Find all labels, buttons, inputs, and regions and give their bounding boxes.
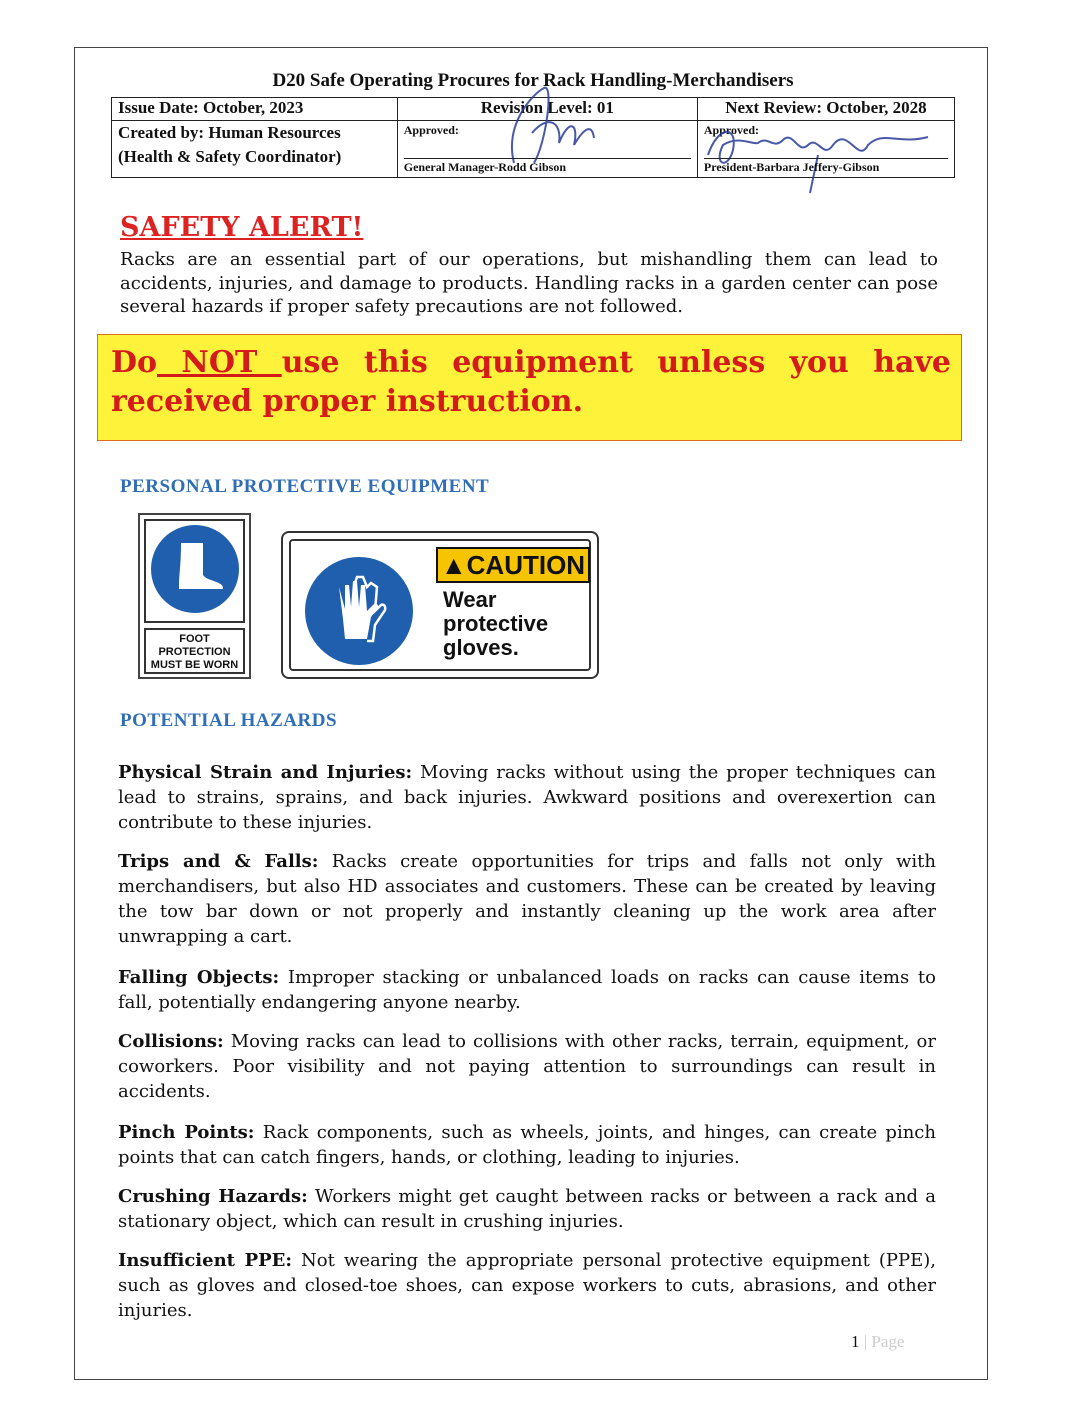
hazard-title: Collisions: [118,1031,224,1052]
hazard-text: Moving racks can lead to collisions with other racks, terrain, equipment, or coworkers. Poor visibility and not paying attention to surroundings can result in accidents. [118,1031,936,1102]
issue-date: Issue Date: October, 2023 [112,98,398,121]
hazard-text: Improper stacking or unbalanced loads on racks can cause items to fall, potentially endangering anyone nearby. [118,967,936,1013]
safety-alert-intro: Racks are an essential part of our operations, but mishandling them can lead to accidents, injuries, and damage to products. Handling racks in a garden center can pose several hazards if proper safety precautions are not followed. [120,249,938,317]
approval-gm [397,121,697,178]
created-by [112,121,398,178]
hazard-item [118,1120,936,1170]
hazard-text: Moving racks without using the proper techniques can lead to strains, sprains, and back injuries. Awkward positions and overexertion can contribute to these injuries. [118,762,936,833]
caution-label: ▲CAUTION [436,547,590,583]
page-label: | Page [863,1332,905,1351]
created-by-line1: Created by: Human Resources [118,123,341,142]
hazard-title: Crushing Hazards: [118,1186,308,1207]
signature-president [698,115,938,195]
hazard-item [118,965,936,1015]
foot-sign-line2: PROTECTION [158,646,231,658]
wear-gloves-text [443,588,548,660]
gloves-line2: protective [443,611,549,636]
foot-sign-label [144,628,245,674]
foot-sign-top [144,519,245,623]
approved-label-2: Approved: [703,123,759,137]
caution-text: CAUTION [466,550,586,580]
hazard-text: Rack components, such as wheels, joints, and hinges, can create pinch points that can catch fingers, hands, or clothing, leading to injuries. [118,1122,936,1168]
gloves-icon [305,557,413,665]
page-number [851,1332,904,1352]
hazard-item [118,1184,936,1234]
hazard-title: Insufficient PPE: [118,1250,293,1271]
approval-president [697,121,954,178]
gloves-line1: Wear [443,587,497,612]
hazard-item [118,1248,936,1323]
page-number-value: 1 [851,1332,860,1351]
header-table [111,97,955,178]
approver-1: General Manager-Rodd Gibson [404,158,691,175]
hazard-item [118,760,936,835]
hazard-title: Pinch Points: [118,1122,255,1143]
approved-label-1: Approved: [403,123,459,137]
safety-alert-heading: SAFETY ALERT! [120,212,364,243]
warning-text [111,343,951,421]
approver-2: President-Barbara Jeffery-Gibson [704,158,948,175]
boot-icon [151,525,239,613]
warning-pre: Do [111,345,158,380]
hazard-item [118,849,936,949]
warning-not: NOT [157,345,282,380]
foot-sign-line3: MUST BE WORN [150,659,239,671]
next-review: Next Review: October, 2028 [697,98,954,121]
ppe-heading: PERSONAL PROTECTIVE EQUIPMENT [120,476,490,497]
hazard-item [118,1029,936,1104]
gloves-sign-inner [289,539,591,671]
foot-protection-sign [138,513,251,679]
created-by-line2: (Health & Safety Coordinator) [118,147,342,166]
hazard-title: Trips and & Falls: [118,851,319,872]
hazard-text: Not wearing the appropriate personal protective equipment (PPE), such as gloves and closed-toe shoes, can expose workers to cuts, abrasions, and other injuries. [118,1250,936,1321]
hazard-text: Workers might get caught between racks or between a rack and a stationary object, which can result in crushing injuries. [118,1186,937,1232]
gloves-line3: gloves. [443,635,519,660]
hazard-text: Racks create opportunities for trips and falls not only with merchandisers, but also HD associates and customers. These can be created by leaving the tow bar down or not properly and instantly cleaning up the work area after unwrapping a cart. [118,851,936,947]
foot-sign-line1: FOOT [179,633,210,645]
hazard-title: Physical Strain and Injuries: [118,762,413,783]
hazards-heading: POTENTIAL HAZARDS [120,710,338,731]
warning-post: use this equipment unless you have received proper instruction. [111,345,951,419]
revision-level: Revision Level: 01 [397,98,697,121]
gloves-caution-sign [281,531,599,679]
hazard-title: Falling Objects: [118,967,280,988]
warning-banner [97,334,962,441]
document-title: D20 Safe Operating Procures for Rack Handling-Merchandisers [272,70,794,91]
